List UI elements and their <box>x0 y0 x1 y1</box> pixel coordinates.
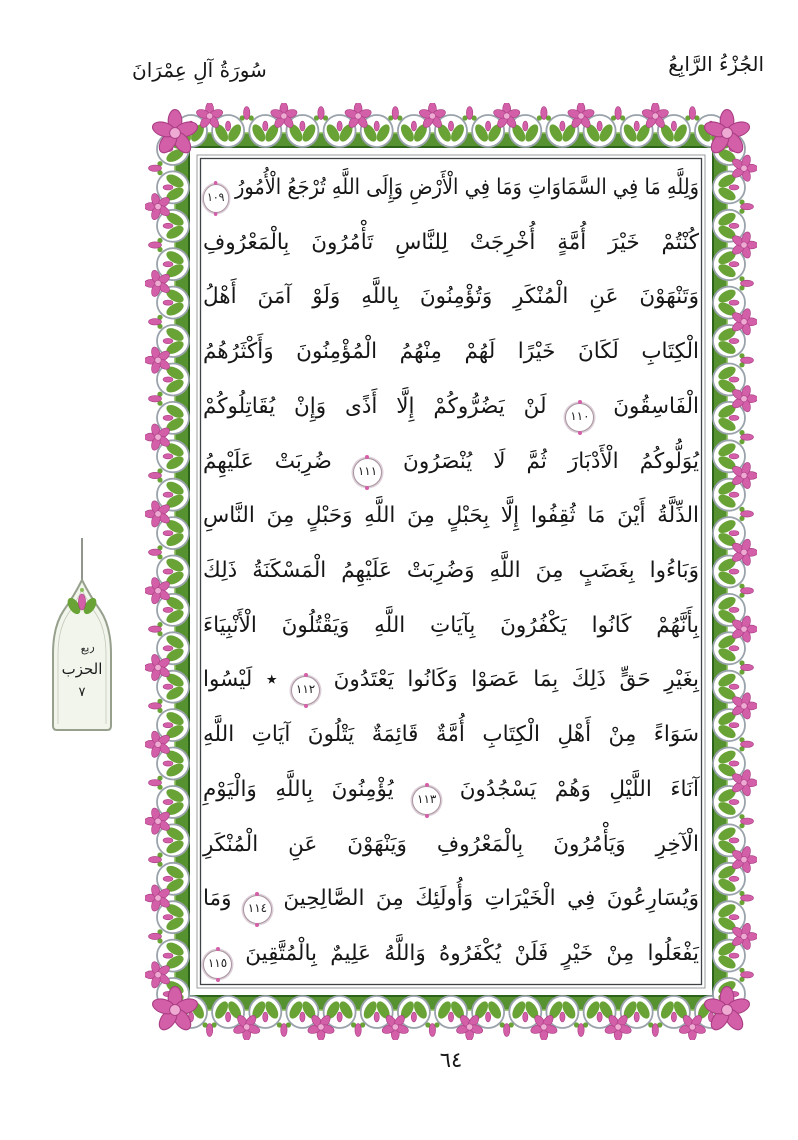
hizb-label: الحزب <box>61 660 103 678</box>
quran-line <box>203 544 699 599</box>
aya-text: كُنْتُمْ خَيْرَ أُمَّةٍ أُخْرِجَتْ لِلنَّاسِ تَأْمُرُونَ بِالْمَعْرُوفِ <box>203 229 699 255</box>
aya-text: وَمَا <box>203 886 243 912</box>
aya-text: بِغَيْرِ حَقٍّ ذَلِكَ بِمَا عَصَوْا وَكَانُوا يَعْتَدُونَ <box>320 667 699 693</box>
hizb-number: ٧ <box>78 685 86 700</box>
border-garland <box>175 996 727 1040</box>
quran-line <box>203 435 699 490</box>
hizb-quarter-label: ربع <box>78 639 96 656</box>
aya-text: ضُرِبَتْ عَلَيْهِمُ <box>203 448 353 474</box>
aya-number-badge: ١١٤ <box>243 895 272 924</box>
quran-line <box>203 489 699 544</box>
quran-line <box>203 763 699 818</box>
aya-text: الذِّلَّةُ أَيْنَ مَا ثُقِفُوا إِلَّا بِحَبْلٍ مِنَ اللَّهِ وَحَبْلٍ مِنَ النَّاسِ <box>203 503 699 529</box>
aya-text: وَيُسَارِعُونَ فِي الْخَيْرَاتِ وَأُولَئِكَ مِنَ الصَّالِحِينَ <box>271 886 699 912</box>
aya-number-badge: ١١٣ <box>412 786 441 815</box>
hizb-marker-medallion <box>41 538 123 738</box>
aya-text: وَلِلَّهِ مَا فِي السَّمَاوَاتِ وَمَا فِي الْأَرْضِ وَإِلَى اللَّهِ تُرْجَعُ الْأُمُورُ <box>228 175 699 200</box>
quran-line <box>203 380 699 435</box>
aya-text: يُؤْمِنُونَ بِاللَّهِ وَالْيَوْمِ <box>203 776 413 802</box>
aya-text: يَفْعَلُوا مِنْ خَيْرٍ فَلَنْ يُكْفَرُوهُ وَاللَّهُ عَلِيمٌ بِالْمُتَّقِينَ <box>232 941 699 967</box>
quran-line <box>203 927 699 982</box>
aya-number-badge: ١١٢ <box>291 676 320 705</box>
quran-line <box>203 818 699 873</box>
quran-line <box>207 161 699 216</box>
aya-number-badge: ١٠٩ <box>203 184 229 213</box>
border-garland <box>713 133 757 1010</box>
aya-text: الْفَاسِقُونَ <box>594 393 700 419</box>
quran-line <box>203 872 699 927</box>
aya-text: آنَاءَ اللَّيْلِ وَهُمْ يَسْجُدُونَ <box>441 776 699 802</box>
juz-header-label: الجُزْءُ الرَّابِعُ <box>668 52 764 76</box>
aya-text: الْكِتَابِ لَكَانَ خَيْرًا لَهُمْ مِنْهُمُ الْمُؤْمِنُونَ وَأَكْثَرُهُمُ <box>203 339 699 365</box>
aya-text: لَنْ يَضُرُّوكُمْ إِلَّا أَذًى وَإِنْ يُقَاتِلُوكُمْ <box>203 393 566 419</box>
quran-line <box>203 216 699 271</box>
quran-line <box>203 708 699 763</box>
aya-text: وَتَنْهَوْنَ عَنِ الْمُنْكَرِ وَتُؤْمِنُونَ بِاللَّهِ وَلَوْ آمَنَ أَهْلُ <box>203 284 699 310</box>
border-garland <box>175 103 727 147</box>
quran-line <box>203 653 699 708</box>
aya-text: وَبَاءُوا بِغَضَبٍ مِنَ اللَّهِ وَضُرِبَتْ عَلَيْهِمُ الْمَسْكَنَةُ ذَلِكَ <box>203 558 699 584</box>
aya-number-badge: ١١٥ <box>203 950 232 979</box>
aya-number-badge: ١١٠ <box>565 403 594 432</box>
mushaf-text-area <box>203 161 699 982</box>
aya-text: بِأَنَّهُمْ كَانُوا يَكْفُرُونَ بِآيَاتِ اللَّهِ وَيَقْتُلُونَ الْأَنْبِيَاءَ <box>203 612 699 638</box>
quran-line <box>203 325 699 380</box>
aya-text: يُوَلُّوكُمُ الْأَدْبَارَ ثُمَّ لَا يُنْصَرُونَ <box>381 448 699 474</box>
quran-line <box>203 270 699 325</box>
aya-text: سَوَاءً مِنْ أَهْلِ الْكِتَابِ أُمَّةٌ قَائِمَةٌ يَتْلُونَ آيَاتِ اللَّهِ <box>203 722 699 748</box>
quran-line <box>203 599 699 654</box>
page-number: ٦٤ <box>439 1048 463 1072</box>
border-garland <box>145 133 189 1010</box>
surah-header-label: سُورَةُ آلِ عِمْرَانَ <box>132 58 267 82</box>
aya-number-badge: ١١١ <box>353 458 382 487</box>
aya-text: الْآخِرِ وَيَأْمُرُونَ بِالْمَعْرُوفِ وَيَنْهَوْنَ عَنِ الْمُنْكَرِ <box>203 831 699 857</box>
aya-text: ٭ لَيْسُوا <box>203 667 292 693</box>
